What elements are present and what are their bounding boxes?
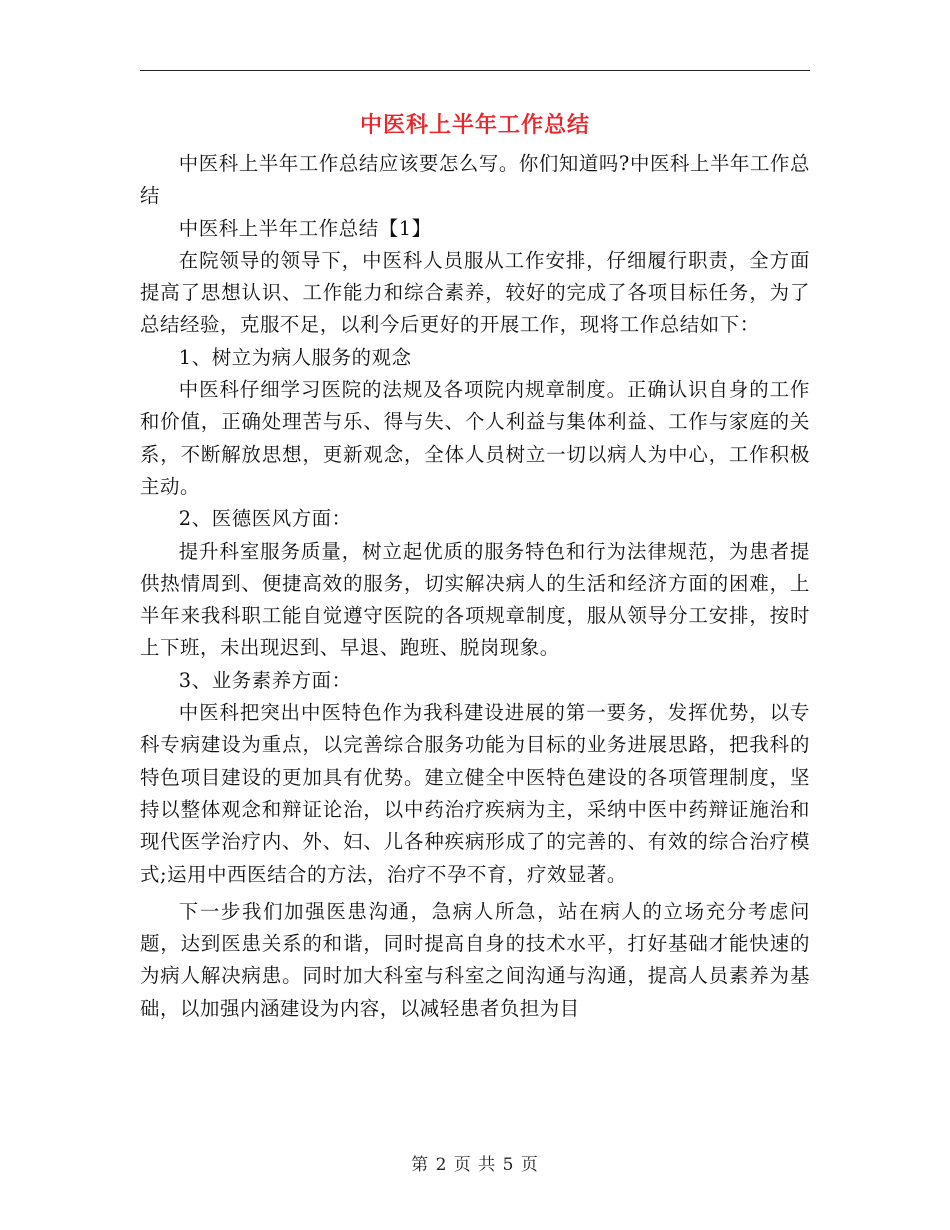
subheading-professional-quality: 3、业务素养方面： bbox=[178, 668, 352, 692]
medical-ethics-paragraph: 提升科室服务质量，树立起优质的服务特色和行为法律规范，为患者提供热情周到、便捷高效的服务，切实解决病人的生活和经济方面的困难，上半年来我科职工能自觉遵守医院的各项规章制度，服从领导分工安排，按时上下班，未出现迟到、早退、跑班、脱岗现象。 bbox=[140, 539, 810, 660]
page-number: 第 2 页 共 5 页 bbox=[411, 1155, 539, 1175]
document-body bbox=[140, 148, 810, 1025]
next-steps-paragraph: 下一步我们加强医患沟通，急病人所急，站在病人的立场充分考虑问题，达到医患关系的和谐，同时提高自身的技术水平，打好基础才能快速的为病人解决病患。同时加大科室与科室之间沟通与沟通，提高人员素养为基础，以加强内涵建设为内容，以减轻患者负担为目 bbox=[140, 899, 810, 1020]
header-rule bbox=[140, 70, 810, 71]
professional-quality-paragraph: 中医科把突出中医特色作为我科建设进展的第一要务，发挥优势，以专科专病建设为重点，以完善综合服务功能为目标的业务进展思路，把我科的特色项目建设的更加具有优势。建立健全中医特色建设的各项管理制度，坚持以整体观念和辩证论治，以中药治疗疾病为主，采纳中医中药辩证施治和现代医学治疗内、外、妇、儿各种疾病形成了的完善的、有效的综合治疗模式;运用中西医结合的方法，治疗不孕不育，疗效显著。 bbox=[140, 701, 810, 886]
document-title: 中医科上半年工作总结 bbox=[359, 112, 590, 138]
intro-paragraph: 中医科上半年工作总结应该要怎么写。你们知道吗?中医科上半年工作总结 bbox=[140, 152, 810, 208]
service-concept-paragraph: 中医科仔细学习医院的法规及各项院内规章制度。正确认识自身的工作和价值，正确处理苦与乐、得与失、个人利益与集体利益、工作与家庭的关系，不断解放思想，更新观念，全体人员树立一切以病人为中心，工作积极主动。 bbox=[140, 378, 810, 498]
subheading-service-concept: 1、树立为病人服务的观念 bbox=[178, 345, 412, 369]
subheading-medical-ethics: 2、医德医风方面： bbox=[178, 507, 352, 531]
opening-paragraph: 在院领导的领导下，中医科人员服从工作安排，仔细履行职责，全方面提高了思想认识、工作能力和综合素养，较好的完成了各项目标任务，为了总结经验，克服不足，以利今后更好的开展工作，现将工作总结如下： bbox=[140, 248, 810, 337]
section-heading-1: 中医科上半年工作总结【1】 bbox=[178, 216, 432, 240]
